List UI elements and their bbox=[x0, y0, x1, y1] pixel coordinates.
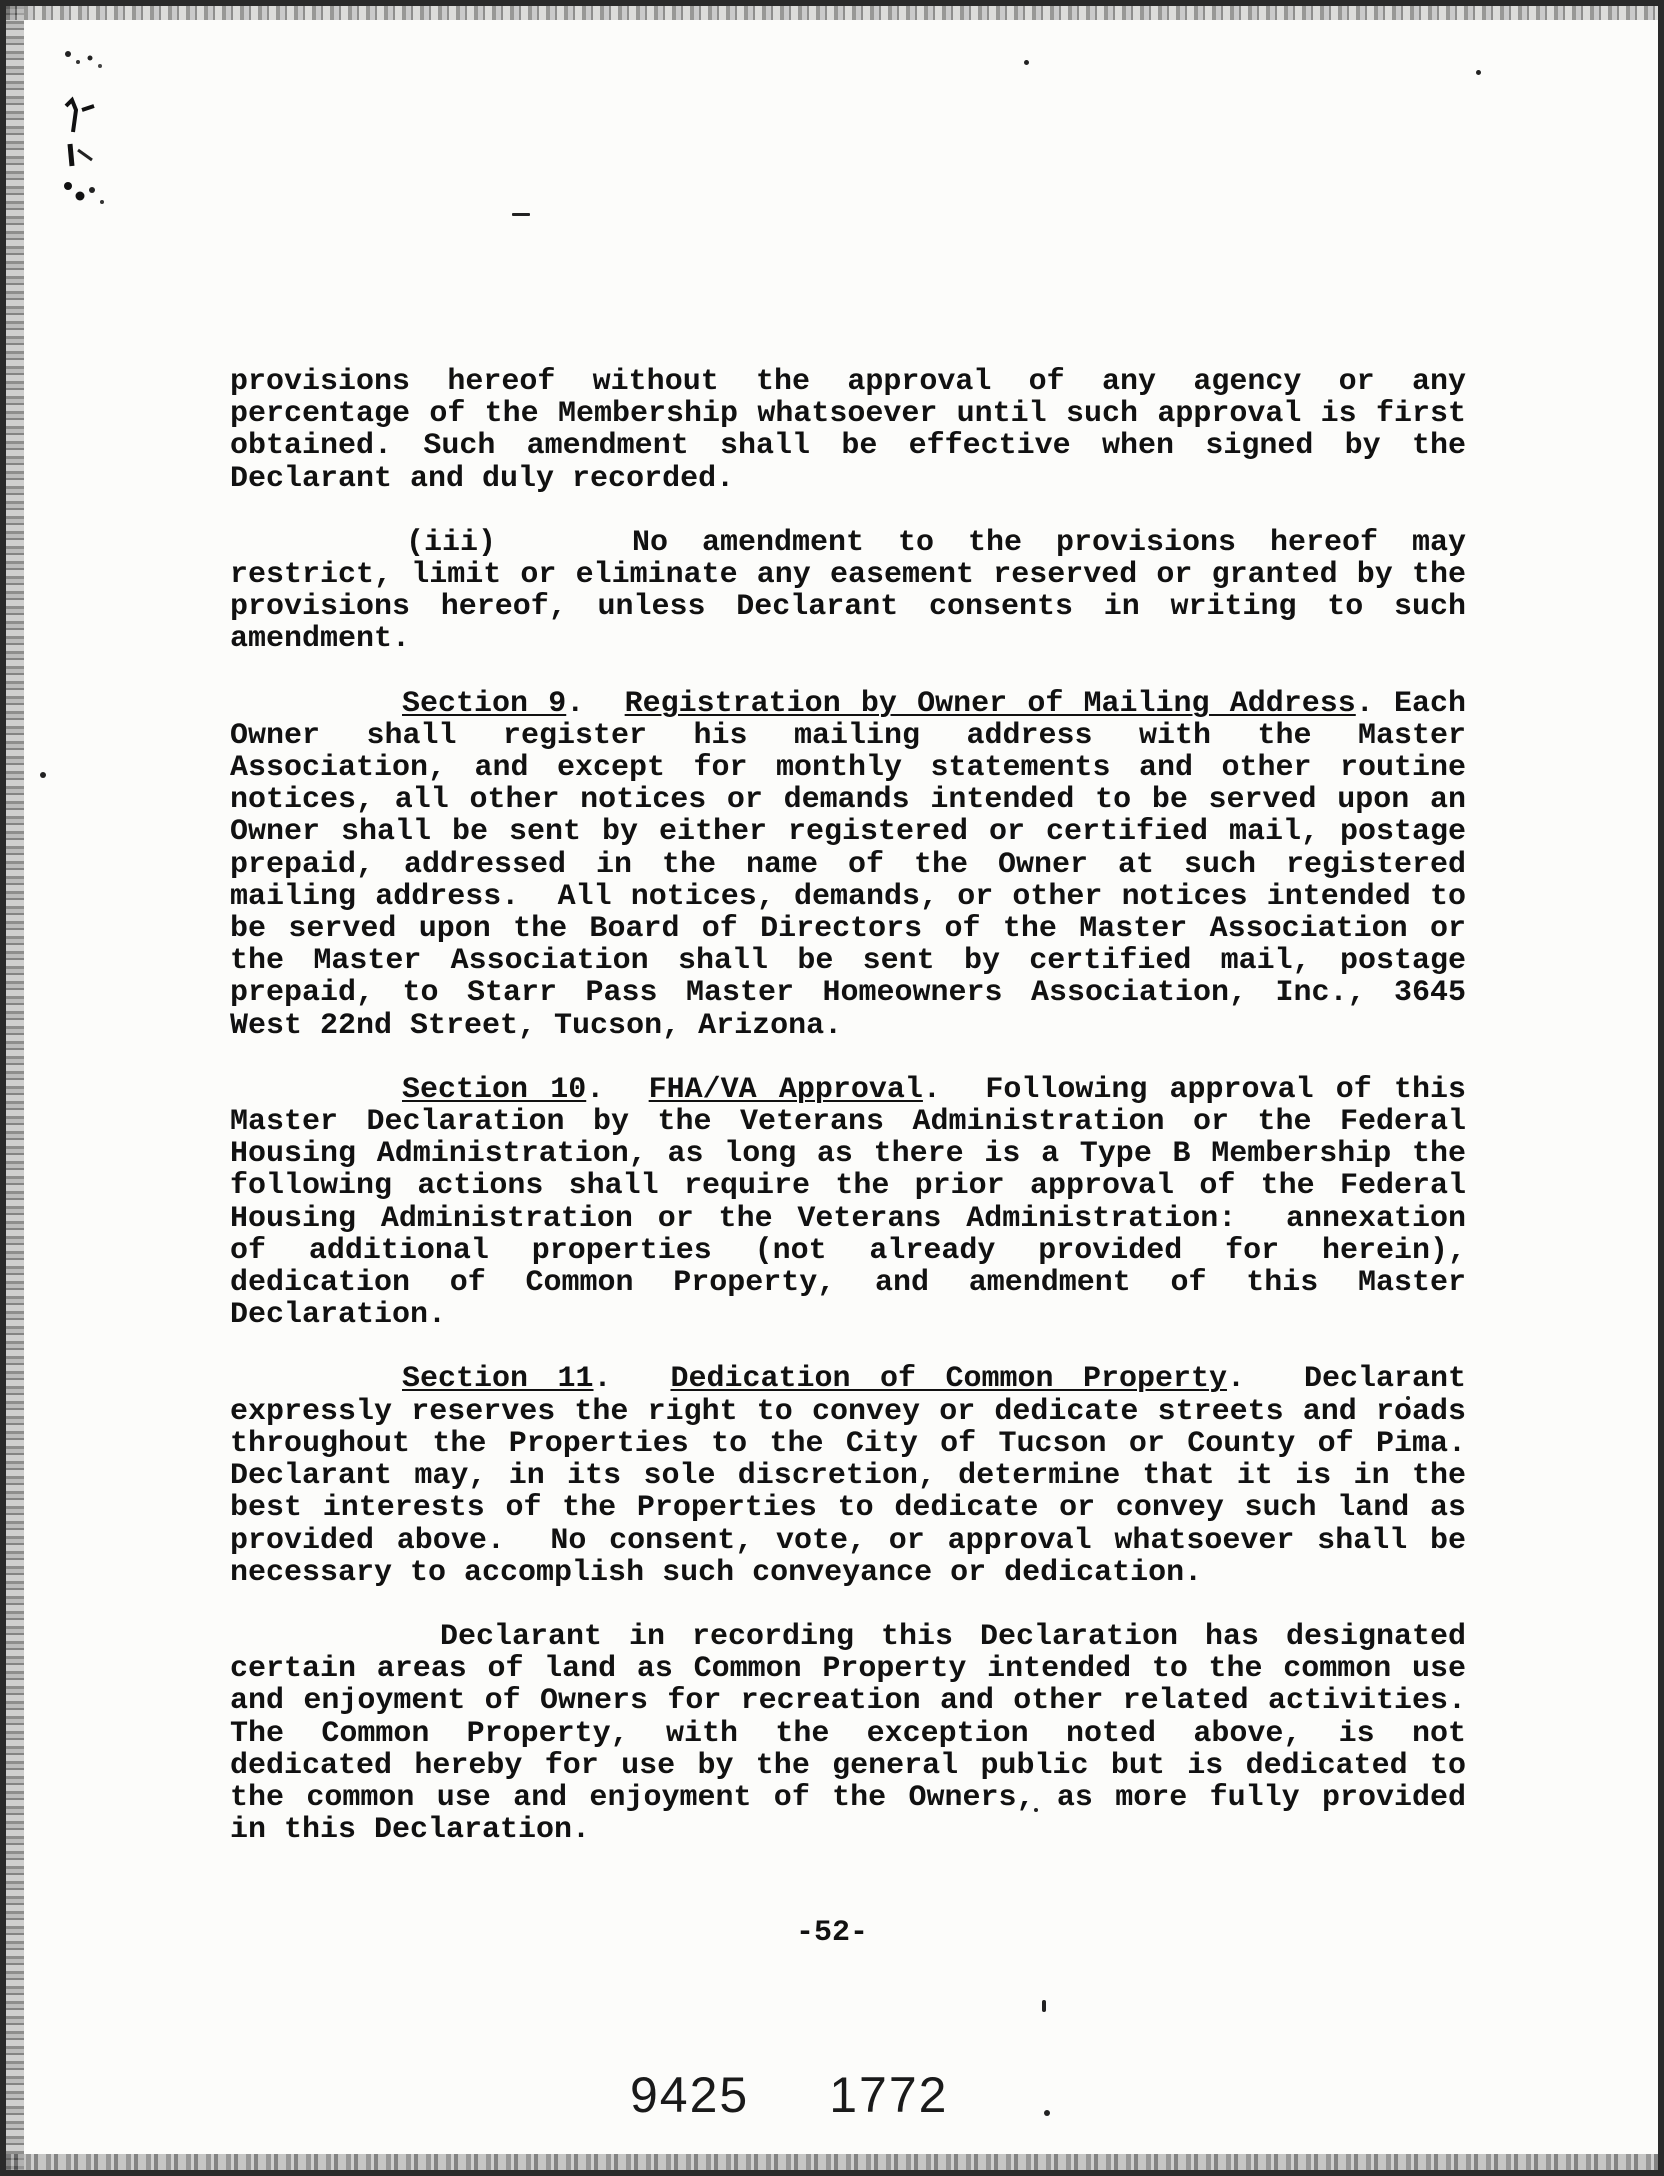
page-number: -52- bbox=[795, 1916, 868, 1950]
docket-number: 9425 bbox=[630, 2067, 750, 2123]
scan-speck bbox=[512, 213, 530, 216]
scanned-page bbox=[6, 6, 1658, 2170]
section-title: FHA/VA Approval bbox=[648, 1072, 923, 1107]
section-title: Dedication of Common Property bbox=[670, 1362, 1227, 1397]
separator: . bbox=[586, 1072, 649, 1107]
scan-speck bbox=[1476, 70, 1481, 75]
paragraph-text: Declarant in recording this Declaration has designated certain areas of land as Common Property intended to the common use and enjoyment of Owners for recreation and other related activities. The Common Property, with the exception noted above, is not dedicated hereby for use by the general public but is dedicated to the common use and enjoyment of the Owners, as more fully provided in this Declaration. bbox=[230, 1619, 1503, 1848]
document-body bbox=[230, 365, 1503, 1878]
scan-speck bbox=[1042, 2000, 1046, 2012]
section-text: . Following approval of this Master Declaration by the Veterans Administration or the Federal Housing Administration, as long as there is a Type B Membership the following actions shall require the prior approval of the Federal Housing Administration or the Veterans Administration: annexation of additional properties (not already provided for herein), dedication of Common Property, and amendment of this Master Declaration. bbox=[230, 1072, 1485, 1333]
section-number: Section 10 bbox=[402, 1072, 587, 1107]
paragraph-common-property bbox=[230, 1619, 1503, 1848]
section-10-fha-va-approval bbox=[230, 1072, 1485, 1333]
paragraph-amendment-approval bbox=[230, 366, 1466, 495]
scan-edge-left bbox=[6, 6, 24, 2170]
section-number: Section 9 bbox=[402, 686, 567, 721]
recording-page-number: 1772 bbox=[829, 2067, 949, 2123]
scan-edge-top bbox=[6, 6, 1658, 20]
separator: . bbox=[566, 686, 625, 721]
section-text: . Each Owner shall register his mailing address with the Master Association, and except for monthly statements and other routine notices, all other notices or demands intended to be served upon an Owner shall be sent by either registered or certified mail, postage prepaid, addressed in the name of the Owner at such registered mailing address. All notices, demands, or other notices intended to be served upon the Board of Directors of the Master Association or the Master Association shall be sent by certified mail, postage prepaid, to Starr Pass Master Homeowners Association, Inc., 3645 West 22nd Street, Tucson, Arizona. bbox=[230, 686, 1485, 1043]
corner-scan-marks bbox=[56, 36, 146, 236]
section-number: Section 11 bbox=[402, 1362, 594, 1397]
separator: . bbox=[593, 1362, 671, 1397]
section-11-dedication bbox=[230, 1362, 1503, 1590]
paragraph-text: provisions hereof without the approval of any agency or any percentage of the Membership whatsoever until such approval is first obtained. Such amendment shall be effective when signed by the Declarant and duly recorded. bbox=[230, 365, 1466, 496]
scan-edge-bottom bbox=[6, 2154, 1658, 2170]
scan-speck bbox=[1024, 60, 1029, 65]
recording-stamp bbox=[630, 2066, 948, 2124]
scan-speck bbox=[40, 772, 46, 778]
section-9-mailing-address bbox=[230, 686, 1485, 1043]
section-text: . Declarant expressly reserves the right to convey or dedicate streets and roads throughout the Properties to the City of Tucson or County of Pima. Declarant may, in its sole discretion, determine that it is in the best interests of the Properties to dedicate or convey such land as provided above. No consent, vote, or approval whatsoever shall be necessary to accomplish such conveyance or dedication. bbox=[230, 1362, 1503, 1590]
scan-speck bbox=[1044, 2110, 1050, 2116]
paragraph-text: (iii) No amendment to the provisions hereof may restrict, limit or eliminate any easement reserved or granted by the provisions hereof, unless Declarant consents in writing to such amendment. bbox=[230, 525, 1485, 657]
paragraph-iii-easement bbox=[230, 525, 1485, 657]
section-title: Registration by Owner of Mailing Address bbox=[624, 686, 1356, 721]
